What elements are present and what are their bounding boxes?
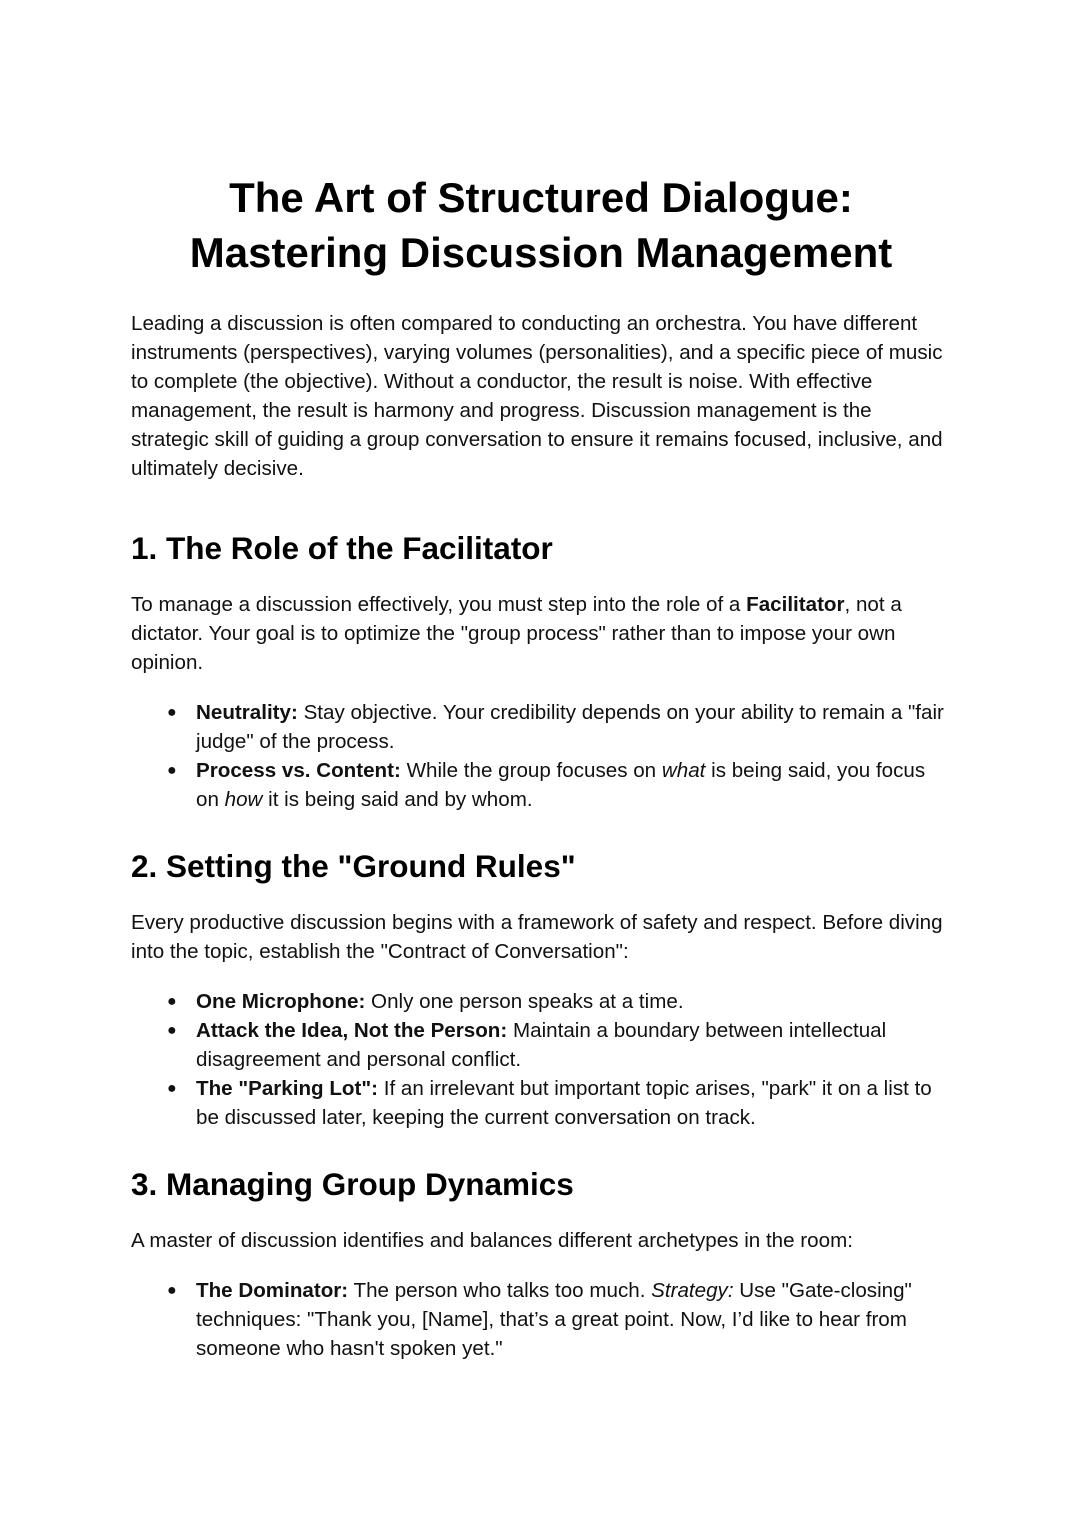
- section-heading-group-dynamics: 3. Managing Group Dynamics: [131, 1166, 574, 1202]
- item-text: While the group focuses on: [400, 759, 662, 782]
- title-line-1: The Art of Structured Dialogue:: [229, 174, 853, 221]
- section-heading-facilitator: 1. The Role of the Facilitator: [131, 530, 553, 566]
- list-item: [131, 1016, 951, 1074]
- para-text: To manage a discussion effectively, you must step into the role of a: [131, 593, 747, 616]
- intro-paragraph: Leading a discussion is often compared to conducting an orchestra. You have different instruments (perspectives), varying volumes (personalities), and a specific piece of music to complete (the objective). Without a conductor, the result is noise. With effective management, the result is harmony and progress. Discussion management is the strategic skill of guiding a group conversation to ensure it remains focused, inclusive, and ultimately decisive.: [131, 312, 943, 480]
- bullet-icon: ●: [167, 1022, 177, 1039]
- item-emphasis: what: [661, 759, 706, 782]
- item-label: The "Parking Lot":: [196, 1077, 378, 1100]
- bullet-icon: ●: [167, 1080, 177, 1097]
- item-text: If an irrelevant but important topic arises, "park" it on a list to be discussed later, keeping the current conversation on track.: [196, 1077, 932, 1129]
- para-text: , not a dictator. Your goal is to optimize the "group process" rather than to impose your own opinion.: [131, 593, 902, 674]
- list-item: [131, 1074, 951, 1132]
- item-label: Process vs. Content:: [196, 759, 401, 782]
- list-item: [131, 756, 951, 814]
- item-text: The person who talks too much.: [348, 1279, 652, 1302]
- bullet-icon: ●: [167, 704, 177, 721]
- bullet-icon: ●: [167, 993, 177, 1010]
- title-line-2: Mastering Discussion Management: [189, 229, 893, 276]
- ground-rules-list: [131, 987, 951, 1132]
- item-emphasis: how: [224, 788, 263, 811]
- list-item: [131, 1276, 951, 1363]
- section-paragraph-facilitator: [131, 590, 951, 677]
- facilitator-list: [131, 698, 951, 814]
- item-text: is being said, you focus on: [196, 759, 926, 811]
- document-title: [71, 170, 1011, 280]
- item-text: it is being said and by whom.: [262, 788, 533, 811]
- para-bold: Facilitator: [746, 593, 845, 616]
- bullet-icon: ●: [167, 762, 177, 779]
- item-label: The Dominator:: [196, 1279, 349, 1302]
- item-text: Stay objective. Your credibility depends on your ability to remain a "fair judge" of the process.: [196, 701, 944, 753]
- item-label: Neutrality:: [196, 701, 298, 724]
- item-label: One Microphone:: [196, 990, 366, 1013]
- item-text: Use "Gate-closing" techniques: "Thank you, [Name], that’s a great point. Now, I’d like to hear from someone who hasn't spoken yet.": [196, 1279, 912, 1360]
- list-item: [131, 987, 951, 1016]
- item-text: Maintain a boundary between intellectual disagreement and personal conflict.: [196, 1019, 887, 1071]
- document-page: [131, 170, 951, 1363]
- list-item: [131, 698, 951, 756]
- section-paragraph-group-dynamics: A master of discussion identifies and balances different archetypes in the room:: [131, 1229, 853, 1252]
- item-emphasis: Strategy:: [651, 1279, 734, 1302]
- section-heading-ground-rules: 2. Setting the "Ground Rules": [131, 848, 576, 884]
- section-paragraph-ground-rules: Every productive discussion begins with a framework of safety and respect. Before diving into the topic, establish the "Contract of Conversation":: [131, 911, 943, 963]
- item-text: Only one person speaks at a time.: [365, 990, 684, 1013]
- item-label: Attack the Idea, Not the Person:: [196, 1019, 508, 1042]
- bullet-icon: ●: [167, 1282, 177, 1299]
- group-dynamics-list: [131, 1276, 951, 1363]
